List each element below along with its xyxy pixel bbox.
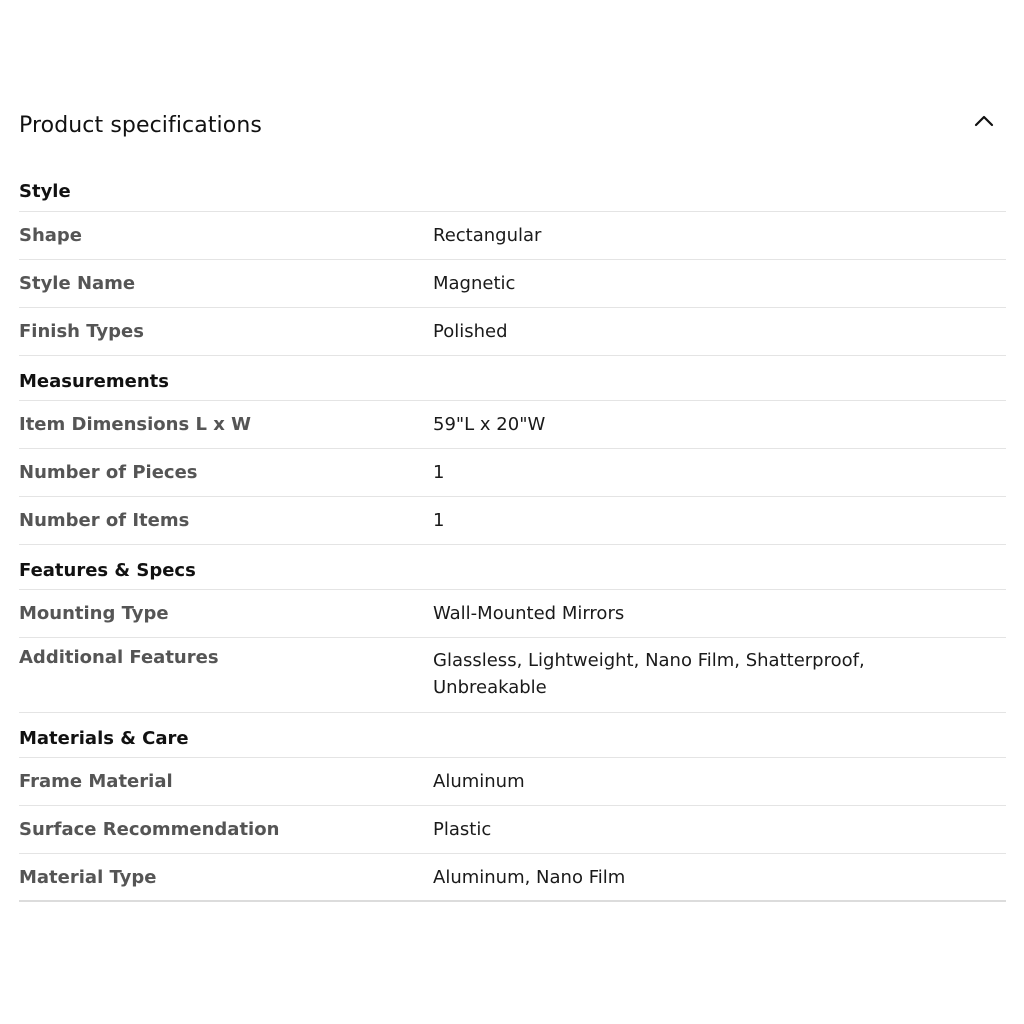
spec-value: Plastic	[433, 819, 492, 840]
spec-value: Rectangular	[433, 225, 542, 246]
spec-value: Wall-Mounted Mirrors	[433, 603, 625, 624]
table-row	[19, 449, 1006, 497]
product-specifications-panel	[19, 100, 1006, 902]
table-row	[19, 212, 1006, 260]
spec-label: Material Type	[19, 866, 157, 888]
collapse-button[interactable]	[972, 109, 996, 133]
spec-label: Mounting Type	[19, 603, 169, 624]
section-title-materials-care: Materials & Care	[19, 713, 1006, 758]
table-row	[19, 854, 1006, 902]
spec-label: Additional Features	[19, 647, 219, 668]
table-row	[19, 590, 1006, 638]
section-title-features-specs: Features & Specs	[19, 545, 1006, 590]
spec-value: Magnetic	[433, 273, 516, 294]
chevron-up-icon	[974, 115, 994, 127]
spec-label: Surface Recommendation	[19, 819, 280, 840]
specifications-header[interactable]	[19, 100, 1006, 150]
spec-label: Frame Material	[19, 771, 173, 792]
table-row	[19, 638, 1006, 713]
page-title: Product specifications	[19, 112, 262, 138]
spec-label: Number of Items	[19, 510, 190, 531]
table-row	[19, 308, 1006, 356]
spec-label: Finish Types	[19, 321, 144, 342]
spec-value: 1	[433, 462, 445, 483]
table-row	[19, 260, 1006, 308]
table-row	[19, 401, 1006, 449]
spec-label: Number of Pieces	[19, 462, 198, 483]
spec-label: Shape	[19, 225, 83, 246]
section-title-style: Style	[19, 150, 1006, 212]
spec-value: Polished	[433, 321, 508, 342]
spec-value: Aluminum	[433, 771, 525, 792]
table-row	[19, 497, 1006, 545]
section-title-measurements: Measurements	[19, 356, 1006, 401]
spec-value: 59"L x 20"W	[433, 414, 546, 435]
spec-value: 1	[433, 510, 445, 531]
spec-label: Item Dimensions L x W	[19, 414, 251, 435]
spec-label: Style Name	[19, 273, 136, 294]
table-row	[19, 758, 1006, 806]
table-row	[19, 806, 1006, 854]
spec-value: Aluminum, Nano Film	[433, 866, 626, 888]
spec-value: Glassless, Lightweight, Nano Film, Shatterproof, Unbreakable	[433, 650, 865, 698]
